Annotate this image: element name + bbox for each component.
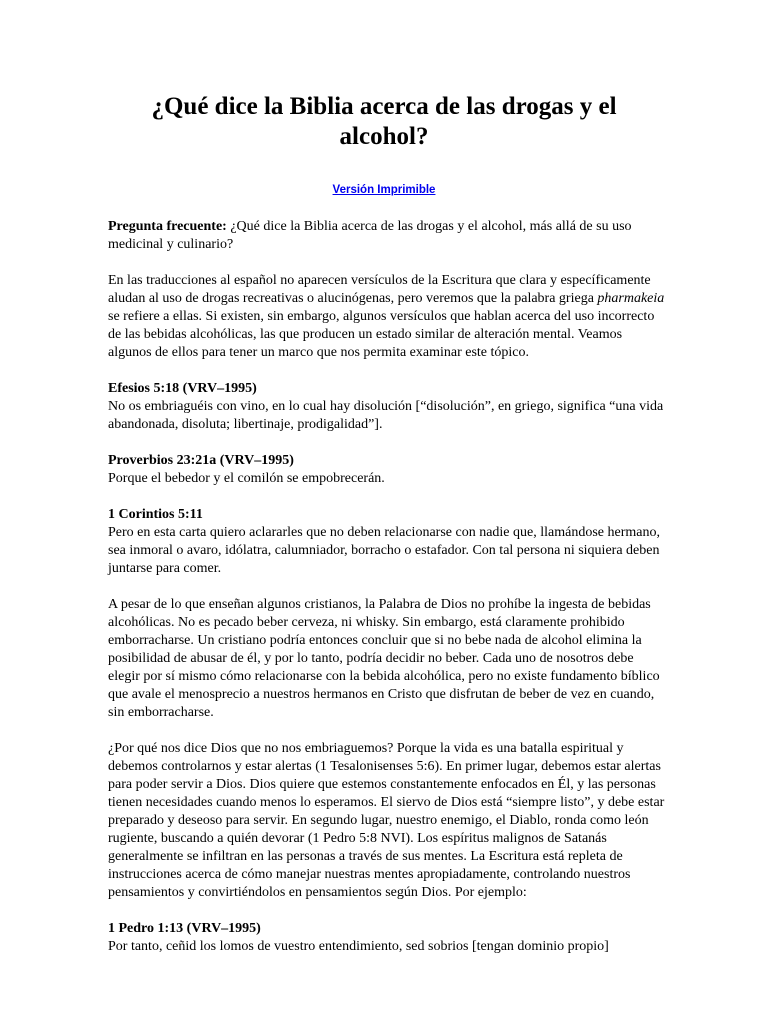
verse-block	[108, 452, 668, 488]
verse-block	[108, 920, 668, 956]
christians-paragraph: A pesar de lo que enseñan algunos cristianos, la Palabra de Dios no prohíbe la ingesta de bebidas alcohólicas. No es pecado beber cerveza, ni whisky. Sin embargo, está claramente prohibido emborracharse. Un cristiano podría entonces concluir que si no bebe nada de alcohol elimina la posibilidad de abusar de él, y por lo tanto, podría decidir no beber. Cada uno de nosotros debe elegir por sí mismo cómo relacionarse con la bebida alcohólica, pero no existe fundamento bíblico que avale el menosprecio a nuestros hermanos en Cristo que disfrutan de beber de vez en cuando, sin emborracharse.	[108, 597, 660, 720]
intro-text-after: se refiere a ellas. Si existen, sin embargo, algunos versículos que hablan acerca del uso incorrecto de las bebidas alcohólicas, las que producen un estado similar de alteración mental. Veamos algunos de ellos para tener un marco que nos permita examinar este tópico.	[108, 309, 655, 360]
verse-reference: Proverbios 23:21a (VRV–1995)	[108, 453, 294, 468]
intro-text-before: En las traducciones al español no aparecen versículos de la Escritura que clara y específicamente aludan al uso de drogas recreativas o alucinógenas, pero veremos que la palabra griega	[108, 273, 651, 306]
faq-paragraph	[108, 218, 668, 254]
verse-text: Pero en esta carta quiero aclararles que no deben relacionarse con nadie que, llamándose hermano, sea inmoral o avaro, idólatra, calumniador, borracho o estafador. Con tal persona ni siquiera deben juntarse para comer.	[108, 525, 660, 576]
why-paragraph: ¿Por qué nos dice Dios que no nos embriaguemos? Porque la vida es una batalla espiritual y debemos controlarnos y estar alertas (1 Tesalonisenses 5:6). En primer lugar, debemos estar alertas para poder servir a Dios. Dios quiere que estemos constantemente enfocados en Él, y las personas tienen necesidades cuando menos lo esperamos. El siervo de Dios está “siempre listo”, y debe estar preparado y deseoso para servir. En segundo lugar, nuestro enemigo, el Diablo, ronda como león rugiente, buscando a quién devorar (1 Pedro 5:8 NVI). Los espíritus malignos de Satanás generalmente se infiltran en las personas a través de sus mentes. La Escritura está repleta de instrucciones acerca de cómo manejar nuestras mentes apropiadamente, controlando nuestros pensamientos y convirtiéndolos en pensamientos según Dios. Por ejemplo:	[108, 741, 665, 900]
printable-version-link[interactable]: Versión Imprimible	[332, 184, 436, 196]
page-title	[108, 92, 660, 152]
article-body	[108, 218, 668, 974]
greek-word: pharmakeia	[597, 291, 665, 306]
intro-paragraph	[108, 272, 668, 362]
verse-reference: 1 Pedro 1:13 (VRV–1995)	[108, 921, 261, 936]
verse-text: No os embriaguéis con vino, en lo cual hay disolución [“disolución”, en griego, significa “una vida abandonada, disoluta; libertinaje, prodigalidad”].	[108, 399, 664, 432]
faq-label: Pregunta frecuente:	[108, 219, 227, 234]
title-line-1: ¿Qué dice la Biblia acerca de las drogas y el	[151, 93, 617, 120]
verse-block	[108, 380, 668, 434]
title-line-2: alcohol?	[339, 123, 429, 150]
verse-text: Porque el bebedor y el comilón se empobrecerán.	[108, 471, 385, 486]
verse-reference: Efesios 5:18 (VRV–1995)	[108, 381, 257, 396]
faq-text: ¿Qué dice la Biblia acerca de las drogas y el alcohol, más allá de su uso medicinal y culinario?	[108, 219, 632, 252]
verse-reference: 1 Corintios 5:11	[108, 507, 203, 522]
verse-block	[108, 506, 668, 578]
verse-text: Por tanto, ceñid los lomos de vuestro entendimiento, sed sobrios [tengan dominio propio]	[108, 939, 609, 954]
